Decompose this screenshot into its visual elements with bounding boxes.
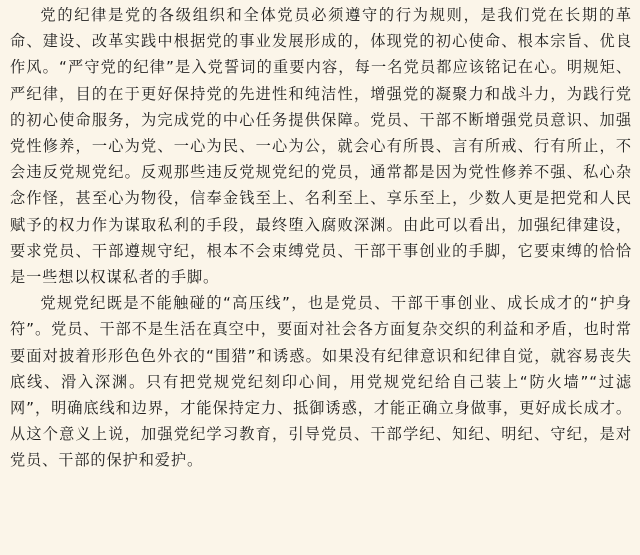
paragraph-1: 党的纪律是党的各级组织和全体党员必须遵守的行为规则，是我们党在长期的革命、建设、改革实践中根据党的事业发展形成的，体现党的初心使命、根本宗旨、优良作风。“严守党的纪律”是入党誓词的重要内容，每一名党员都应该铭记在心。明规矩、严纪律，目的在于更好保持党的先进性和纯洁性，增强党的凝聚力和战斗力，为践行党的初心使命服务，为完成党的中心任务提供保障。党员、干部不断增强党员意识、加强党性修养，一心为党、一心为民、一心为公，就会心有所畏、言有所戒、行有所止，不会违反党规党纪。反观那些违反党规党纪的党员，通常都是因为党性修养不强、私心杂念作怪，甚至心为物役，信奉金钱至上、名利至上、享乐至上，少数人更是把党和人民赋予的权力作为谋取私利的手段，最终堕入腐败深渊。由此可以看出，加强纪律建设，要求党员、干部遵规守纪，根本不会束缚党员、干部干事创业的手脚，它要束缚的恰恰是一些想以权谋私者的手脚。: [10, 6, 632, 287]
paragraph-2: 党规党纪既是不能触碰的“高压线”，也是党员、干部干事创业、成长成才的“护身符”。党员、干部不是生活在真空中，要面对社会各方面复杂交织的利益和矛盾，也时常要面对披着形形色色外衣的“围猎”和诱惑。如果没有纪律意识和纪律自觉，就容易丧失底线、滑入深渊。只有把党规党纪刻印心间，用党规党纪给自己装上“防火墙”“过滤网”，明确底线和边界，才能保持定力、抵御诱惑，才能正确立身做事，更好成长成才。从这个意义上说，加强党纪学习教育，引导党员、干部学纪、知纪、明纪、守纪，是对党员、干部的保护和爱护。: [10, 294, 632, 470]
